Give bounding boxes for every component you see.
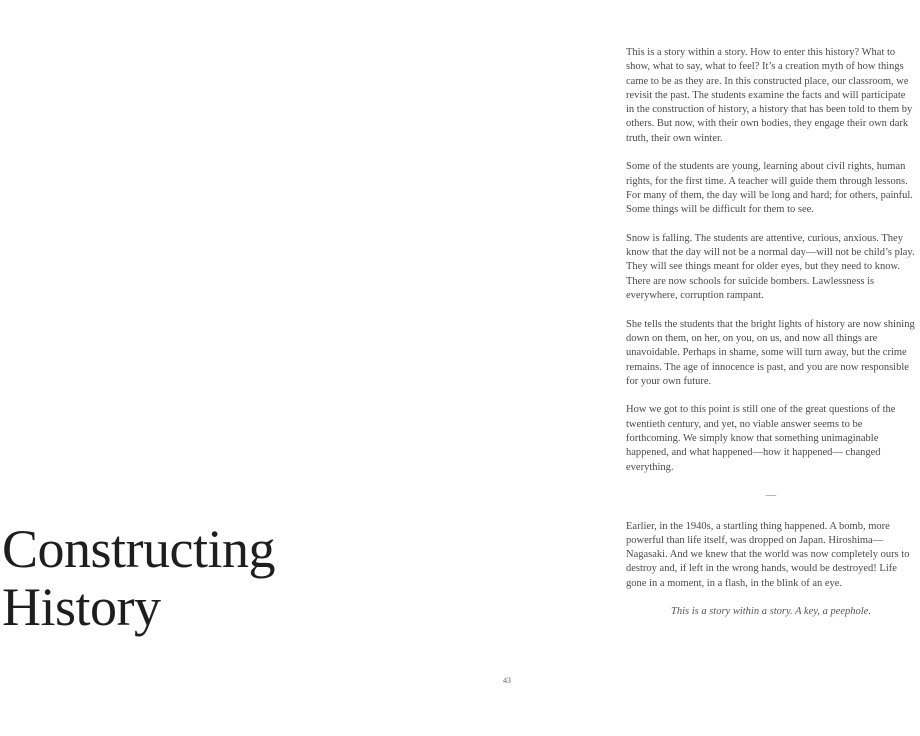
- body-paragraph: She tells the students that the bright lights of history are now shining down on them, on her, on you, on us, and now all things are unavoidable. Perhaps in shame, some will turn away, but the crime remains. The age of innocence is past, and you are now responsible for your own future.: [626, 318, 915, 387]
- title-line-1: Constructing: [2, 519, 275, 579]
- page-number: 43: [503, 676, 511, 685]
- body-paragraph: Some of the students are young, learning about civil rights, human rights, for the first time. A teacher will guide them through lessons. For many of them, the day will be long and hard; for others, painful. Some things will be difficult for them to see.: [626, 161, 913, 216]
- body-paragraph: How we got to this point is still one of the great questions of the twentieth century, and yet, no viable answer seems to be forthcoming. We simply know that something unimaginable happened, and what happened—how it happened— changed everything.: [626, 404, 896, 473]
- body-paragraph: Snow is falling. The students are attentive, curious, anxious. They know that the day will not be a normal day—will not be child’s play. They will see things meant for older eyes, but they need to know. There are now schools for suicide bombers. Lawlessness is everywhere, corruption rampant.: [626, 232, 915, 302]
- body-paragraph: This is a story within a story. How to enter this history? What to show, what to say, what to feel? It’s a creation myth of how things came to be as they are. In this constructed place, our classroom, we revisit the past. The students examine the facts and will participate in the construction of history, a history that has been told to them by others. But now, with their own bodies, they engage their own dark truth, their own winter.: [626, 47, 913, 144]
- title-line-2: History: [2, 577, 161, 637]
- text-column: [626, 46, 916, 634]
- closing-line: This is a story within a story. A key, a peephole.: [671, 606, 871, 618]
- section-divider: —: [765, 490, 777, 502]
- final-paragraph: Earlier, in the 1940s, a startling thing happened. A bomb, more powerful than life itself, was dropped on Japan. Hiroshima—Nagasaki. And we knew that the world was now completely ours to destroy and, if left in the wrong hands, would be destroyed! Life gone in a moment, in a flash, in the blink of an eye.: [626, 520, 910, 589]
- page-title: [2, 520, 275, 636]
